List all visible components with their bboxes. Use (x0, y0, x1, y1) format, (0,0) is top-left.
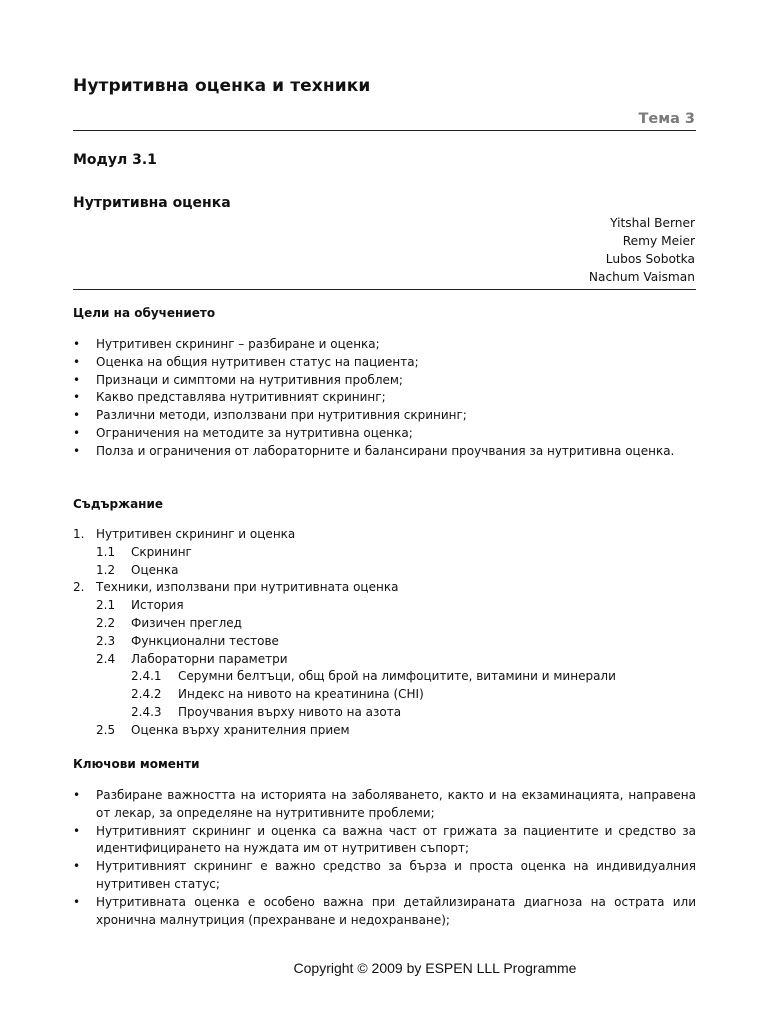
list-item: • Различни методи, използвани при нутритивния скрининг; (73, 408, 467, 423)
list-item: • Полза и ограничения от лабораторните и балансирани проучвания за нутритивна оценка. (73, 443, 675, 458)
toc-item: 2.4 Лабораторни параметри (96, 651, 288, 666)
list-item: • Нутритивен скрининг – разбиране и оценка; (73, 337, 380, 351)
author-name: Nachum Vaisman (588, 270, 695, 284)
list-item: • Разбиране важността на историята на заболяването, както и на екзаминацията, направена от лекар, за определяне на нутритивните проблеми; (73, 788, 696, 820)
list-item: • Нутритивният скрининг е важно средство за бърза и проста оценка на индивидуалния нутритивен статус; (73, 859, 696, 891)
title-divider (73, 130, 696, 131)
toc-item: 2.1 История (96, 598, 184, 613)
document-title: Нутритивна оценка и техники (73, 76, 371, 96)
author-name: Lubos Sobotka (605, 252, 695, 266)
copyright-footer: Copyright © 2009 by ESPEN LLL Programme (293, 960, 577, 976)
table-of-contents (73, 526, 696, 740)
author-name: Yitshal Berner (610, 216, 695, 230)
list-item: • Оценка на общия нутритивен статус на пациента; (73, 354, 419, 369)
toc-item: 1. Нутритивен скрининг и оценка (73, 527, 296, 541)
toc-item: 2.5 Оценка върху хранителния прием (96, 722, 350, 737)
toc-item: 1.2 Оценка (96, 562, 179, 577)
author-name: Remy Meier (622, 234, 695, 248)
toc-item: 2. Техники, използвани при нутритивната оценка (73, 580, 399, 595)
list-item: • Нутритивният скрининг и оценка са важна част от грижата за пациентите и средство за идентифицирането на нуждата им от нутритивен съпорт; (73, 823, 696, 856)
list-item: • Нутритивната оценка е особено важна при детайлизираната диагноза на острата или хронична малнутриция (прехранване и недохранване); (73, 894, 696, 927)
toc-item: 2.4.3 Проучвания върху нивото на азота (131, 704, 402, 719)
toc-item: 1.1 Скрининг (96, 544, 192, 559)
list-item: • Какво представлява нутритивният скрининг; (73, 390, 386, 405)
toc-item: 2.3 Функционални тестове (96, 633, 279, 648)
key-points-heading: Ключови моменти (73, 757, 200, 771)
list-item: • Ограничения на методите за нутритивна оценка; (73, 425, 413, 440)
toc-item: 2.2 Физичен преглед (96, 615, 242, 630)
authors-divider (73, 289, 696, 290)
key-points-list (73, 787, 696, 929)
module-subtitle: Нутритивна оценка (73, 195, 231, 211)
objectives-list (73, 336, 696, 461)
list-item: • Признаци и симптоми на нутритивния проблем; (73, 372, 403, 387)
author-list (589, 214, 695, 286)
contents-heading: Съдържание (73, 497, 163, 511)
toc-item: 2.4.2 Индекс на нивото на креатинина (CHI) (131, 687, 424, 702)
module-heading: Модул 3.1 (73, 152, 157, 168)
toc-item: 2.4.1 Серумни белтъци, общ брой на лимфоцитите, витамини и минерали (131, 669, 616, 684)
theme-label: Тема 3 (638, 111, 695, 127)
objectives-heading: Цели на обучението (73, 306, 216, 320)
